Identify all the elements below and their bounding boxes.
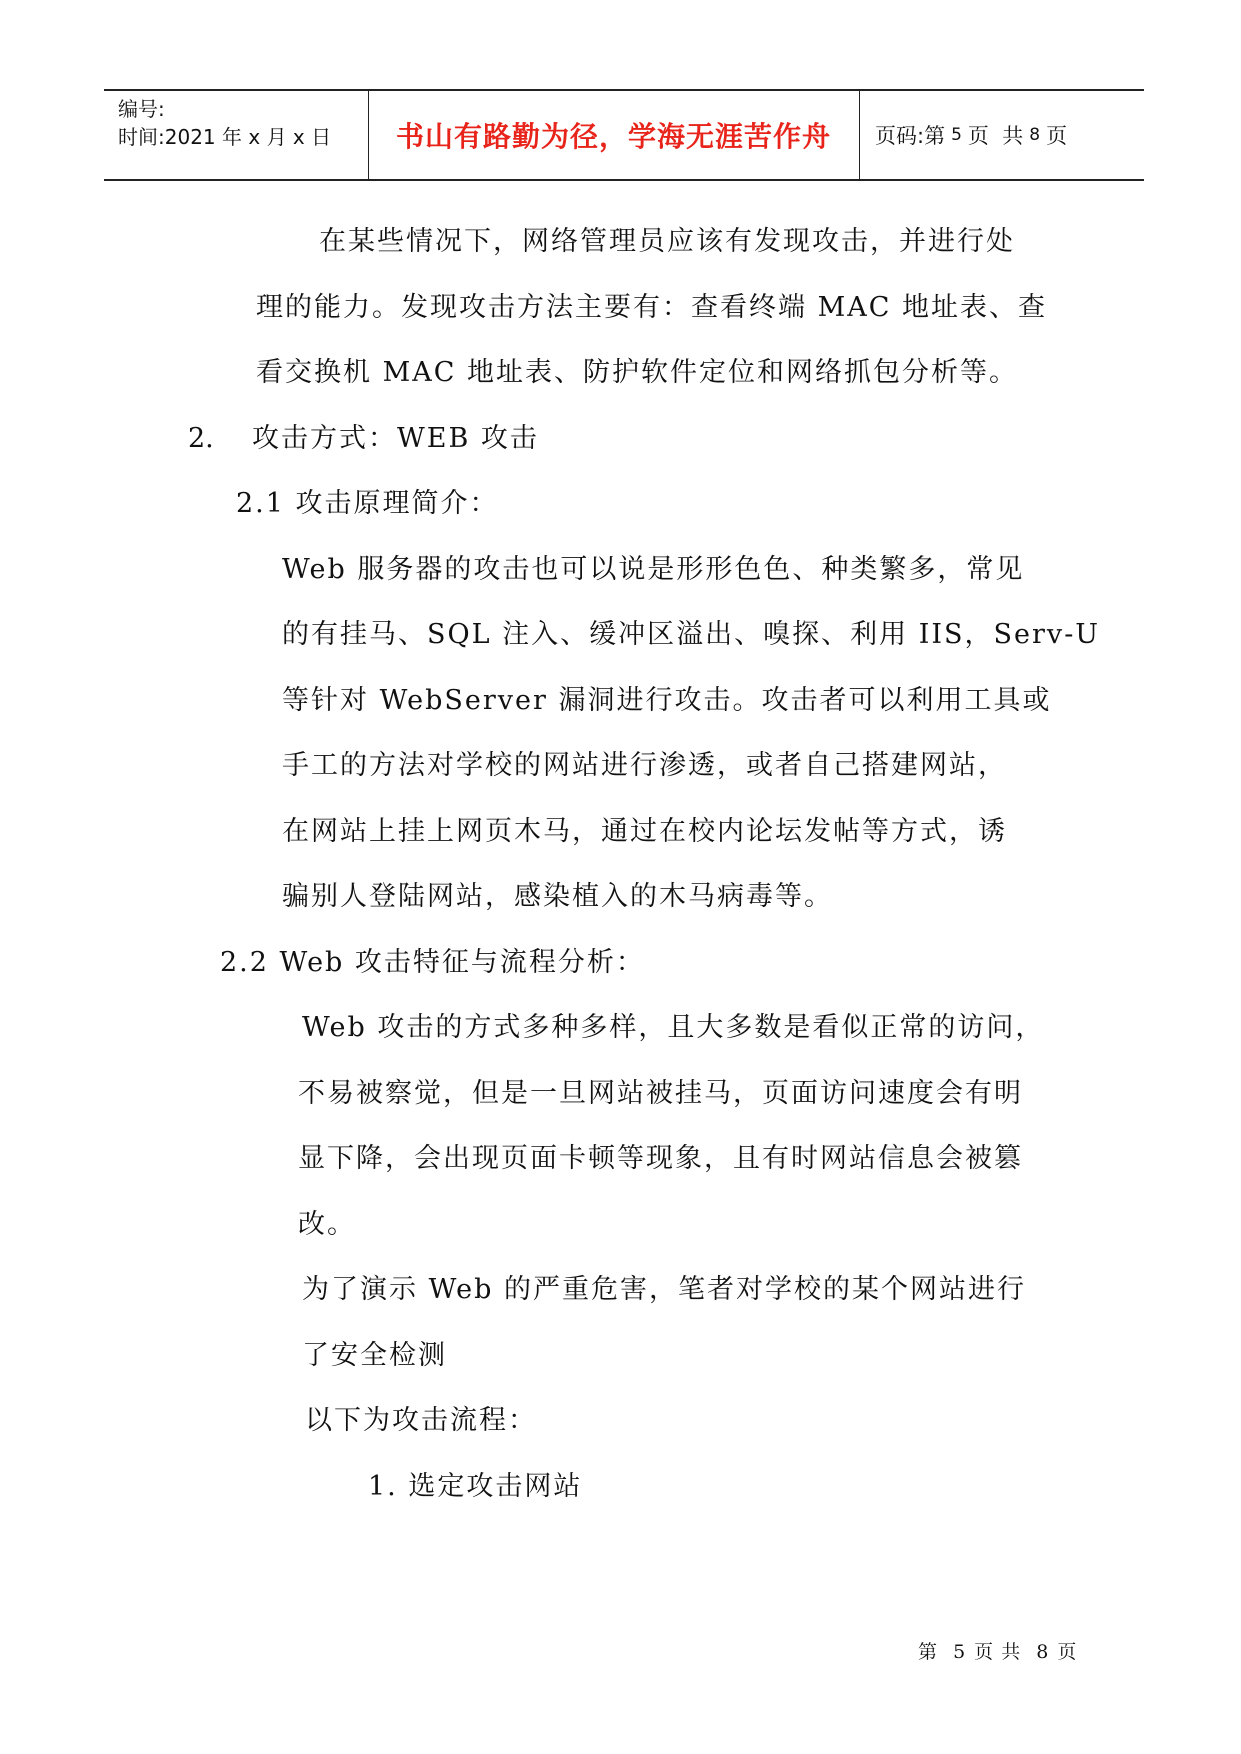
heading-2-number: 2.	[188, 423, 214, 454]
paragraph-4-line-1: 为了演示 Web 的严重危害，笔者对学校的某个网站进行	[302, 1274, 1026, 1305]
paragraph-3-line-1: Web 攻击的方式多种多样，且大多数是看似正常的访问，	[302, 1012, 1045, 1043]
paragraph-2-line-5: 在网站上挂上网页木马，通过在校内论坛发帖等方式，诱	[282, 816, 1007, 847]
page-footer	[918, 1640, 1077, 1664]
page-prefix: 第	[924, 124, 946, 148]
paragraph-2-line-3: 等针对 WebServer 漏洞进行攻击。攻击者可以利用工具或	[282, 685, 1052, 716]
paragraph-5: 以下为攻击流程：	[305, 1405, 537, 1436]
header-page-info	[859, 91, 1144, 179]
paragraph-3-line-2: 不易被察觉，但是一旦网站被挂马，页面访问速度会有明	[298, 1078, 1023, 1109]
footer-mid: 页 共	[974, 1641, 1022, 1663]
paragraph-3-line-3: 显下降，会出现页面卡顿等现象，且有时网站信息会被篡	[298, 1143, 1023, 1174]
time-row	[118, 123, 331, 151]
page-mid: 页 共	[967, 124, 1024, 148]
paragraph-1-line-1: 在某些情况下，网络管理员应该有发现攻击，并进行处	[319, 226, 1015, 257]
page-current: 5	[951, 125, 962, 145]
page-label: 页码:	[875, 124, 925, 148]
page-suffix: 页	[1046, 124, 1068, 148]
page-total: 8	[1029, 125, 1041, 145]
page-header	[104, 89, 1144, 181]
heading-2-2: 2.2 Web 攻击特征与流程分析：	[220, 947, 645, 978]
paragraph-2-line-1: Web 服务器的攻击也可以说是形形色色、种类繁多，常见	[282, 554, 1025, 585]
footer-suffix: 页	[1057, 1641, 1078, 1663]
paragraph-2-line-2: 的有挂马、SQL 注入、缓冲区溢出、嗅探、利用 IIS，Serv-U	[282, 619, 1101, 650]
header-motto: 书山有路勤为径，学海无涯苦作舟	[395, 120, 831, 153]
time-year: 2021	[164, 125, 216, 149]
paragraph-4-line-2: 了安全检测	[302, 1340, 447, 1371]
serial-label: 编号:	[118, 97, 165, 121]
footer-current: 5	[953, 1641, 967, 1663]
paragraph-2-line-4: 手工的方法对学校的网站进行渗透，或者自己搭建网站，	[282, 750, 1007, 781]
time-rest: 年 x 月 x 日	[222, 125, 332, 149]
paragraph-1-line-3: 看交换机 MAC 地址表、防护软件定位和网络抓包分析等。	[256, 357, 1018, 388]
heading-2-1: 2.1 攻击原理简介：	[236, 488, 499, 519]
footer-total: 8	[1036, 1641, 1050, 1663]
heading-2: 攻击方式：WEB 攻击	[252, 423, 539, 454]
time-label: 时间:	[118, 125, 165, 149]
paragraph-3-line-4: 改。	[298, 1209, 356, 1240]
paragraph-1-line-2: 理的能力。发现攻击方法主要有：查看终端 MAC 地址表、查	[256, 292, 1047, 323]
footer-prefix: 第	[918, 1641, 939, 1663]
header-meta	[118, 95, 331, 151]
paragraph-2-line-6: 骗别人登陆网站，感染植入的木马病毒等。	[282, 881, 833, 912]
step-1: 1. 选定攻击网站	[368, 1471, 583, 1502]
